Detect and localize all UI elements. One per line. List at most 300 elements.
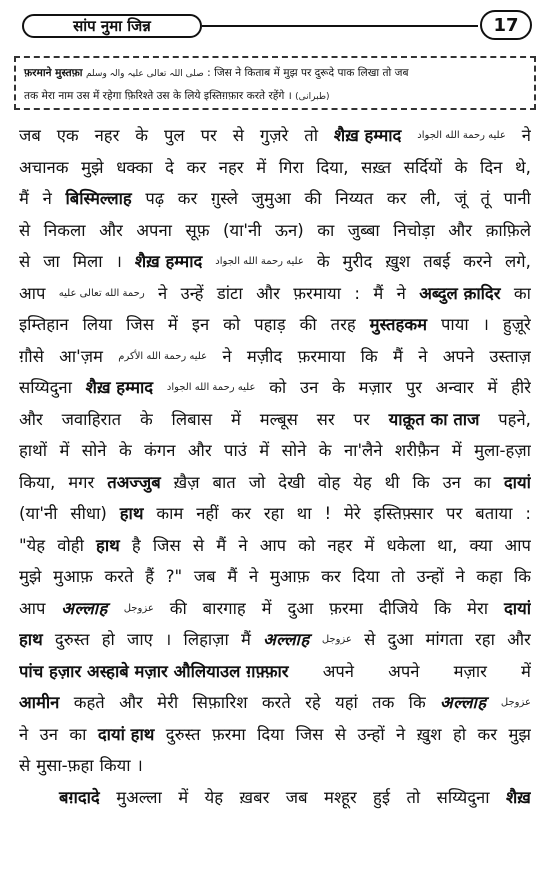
word: बारगाह xyxy=(202,598,246,618)
word: नहर xyxy=(218,157,244,177)
word: का xyxy=(473,472,491,492)
word: और xyxy=(99,220,123,240)
word: दीजिये xyxy=(378,598,419,618)
text-line xyxy=(19,782,531,814)
emphasis-word: हाथ xyxy=(19,630,43,649)
word: के xyxy=(139,409,153,429)
word: जुब्बा xyxy=(347,220,380,240)
word: में xyxy=(364,535,375,555)
text-line xyxy=(19,309,531,341)
word: आप xyxy=(19,283,46,303)
honorific-text: رحمة الله تعالى عليه xyxy=(58,287,145,299)
emphasis-word: दायां xyxy=(503,472,531,492)
header-rule xyxy=(202,25,478,27)
word: मुअल्ला xyxy=(116,787,162,807)
word: कर xyxy=(186,157,207,177)
word: जाए xyxy=(127,630,153,649)
word: ख़ुश xyxy=(416,724,442,744)
word: कर xyxy=(231,504,251,523)
word: शरीफ़ैन xyxy=(394,441,440,460)
word: की xyxy=(299,315,317,334)
word: कि xyxy=(408,693,426,712)
emphasis-word: मुस्तहकम xyxy=(369,315,427,334)
word: फ़रमाया xyxy=(297,346,346,366)
word: ने xyxy=(19,724,29,744)
word: से xyxy=(19,756,31,775)
word: पाउं xyxy=(224,441,247,460)
word: आप xyxy=(259,535,287,555)
word: से xyxy=(232,126,244,145)
word: धक्का xyxy=(116,157,153,177)
word: में xyxy=(451,441,462,460)
text-line xyxy=(19,404,531,436)
word: के xyxy=(454,157,468,177)
word: पुल xyxy=(163,126,185,145)
word: फ़रमा xyxy=(211,724,246,744)
word: में xyxy=(259,441,270,460)
honorific-text: عليه رحمة الله الأكرم xyxy=(118,350,208,362)
text-line xyxy=(19,467,531,499)
emphasis-word: दायां xyxy=(503,598,531,618)
text-line xyxy=(19,498,531,530)
word: मैं xyxy=(216,535,227,555)
word: सख़्त xyxy=(361,157,392,177)
word: उन्हों xyxy=(357,724,385,744)
word: सय्यिदुना xyxy=(436,787,490,807)
word: कि xyxy=(360,346,378,366)
word: पाया xyxy=(440,315,469,334)
word: उन्हों xyxy=(416,567,444,586)
word: सोने xyxy=(281,441,307,460)
text-line xyxy=(19,719,531,751)
word: हो xyxy=(101,630,115,649)
word: अपने xyxy=(442,346,475,366)
word: ली, xyxy=(420,189,441,208)
word: धकेला xyxy=(386,535,426,555)
word: ?" xyxy=(165,567,183,586)
word: नहर xyxy=(327,535,353,555)
word: फ़रमा xyxy=(329,598,363,618)
word: अपना xyxy=(136,220,172,240)
word: रहा xyxy=(474,630,495,649)
word: और xyxy=(507,630,531,649)
word: बताया xyxy=(475,504,513,523)
word: ख़बर xyxy=(239,787,270,807)
word: । xyxy=(165,630,172,649)
word: ग़ौसे xyxy=(19,346,44,366)
word: मुरीद xyxy=(342,252,373,271)
word: कि xyxy=(412,472,430,492)
text-line xyxy=(19,687,531,719)
word: हाथों xyxy=(19,441,48,460)
word: रहा xyxy=(263,504,284,523)
word: पहाड़ xyxy=(254,315,286,334)
word: सय्यिदुना xyxy=(19,378,72,397)
word: अन्वार xyxy=(435,378,474,397)
text-line xyxy=(19,656,531,688)
word: दे xyxy=(165,157,174,177)
word: मुझ xyxy=(508,724,531,744)
word: अपने xyxy=(322,661,355,681)
word: थे, xyxy=(514,157,531,177)
word: से xyxy=(19,220,31,240)
word: ग़ुस्ले xyxy=(210,189,239,208)
word: को xyxy=(298,535,316,555)
word: सूफ़ xyxy=(185,220,210,240)
word: मुसा-फ़हा xyxy=(36,756,94,775)
word: मज़ार xyxy=(453,661,487,681)
word: जब xyxy=(19,126,41,145)
word: दिया xyxy=(257,724,285,744)
word: का xyxy=(69,724,87,744)
banner-line-2 xyxy=(24,85,526,108)
word: मेरा xyxy=(467,598,489,618)
word: कहते xyxy=(73,693,105,712)
word: जो xyxy=(248,472,266,492)
word: उन्हें xyxy=(180,283,204,303)
word: इन xyxy=(191,315,210,334)
word: नहीं xyxy=(196,504,219,523)
word: । xyxy=(482,315,489,334)
word: पर xyxy=(200,126,217,145)
word: तूं xyxy=(480,189,490,208)
word: कर xyxy=(321,567,341,586)
word: जिस xyxy=(295,724,324,744)
word: तरह xyxy=(330,315,356,334)
word: में xyxy=(59,441,70,460)
word: : xyxy=(354,283,360,303)
word: जिस xyxy=(152,535,181,555)
word: और xyxy=(19,409,43,429)
emphasis-word: शैख़ हम्माद xyxy=(134,252,203,271)
word: ने xyxy=(222,346,232,366)
word: ना'लैने xyxy=(343,441,383,460)
word: (या'नी xyxy=(223,220,262,240)
word: में xyxy=(487,378,498,397)
word: येह xyxy=(353,472,372,492)
hadith-banner xyxy=(14,56,536,110)
word: ने xyxy=(455,567,465,586)
honorific-text: عزوجل xyxy=(500,697,531,708)
honorific-text: عليه رحمة الله الجواد xyxy=(417,130,506,141)
word: ने xyxy=(248,567,259,586)
word: की xyxy=(169,598,187,618)
word: उस्ताज़ xyxy=(489,346,531,366)
text-line xyxy=(19,561,531,593)
word: कर xyxy=(177,189,198,208)
divine-name: अल्लाह xyxy=(61,598,108,618)
word: मेरे xyxy=(344,504,361,523)
word: मश्हूर xyxy=(324,787,357,807)
word: और xyxy=(448,220,473,240)
word: में xyxy=(167,315,178,334)
page-header xyxy=(18,10,532,42)
word: निय्यत xyxy=(335,189,374,208)
emphasis-word: हाथ xyxy=(119,504,144,523)
word: ख़ुश xyxy=(385,252,411,271)
word: पर xyxy=(446,504,463,523)
word: मुआफ़ xyxy=(269,567,310,586)
word: तो xyxy=(391,567,405,586)
divine-name: अल्लाह xyxy=(263,630,310,649)
word: वोह xyxy=(317,472,341,492)
word: मिला xyxy=(72,252,103,271)
text-line xyxy=(19,593,531,625)
word: गिरा xyxy=(278,157,304,177)
word: मांगता xyxy=(425,630,463,649)
word: तो xyxy=(304,126,318,145)
text-line xyxy=(19,435,531,467)
text-line xyxy=(19,341,531,373)
word: लिहाज़ा xyxy=(183,630,229,649)
word: निचोड़ा xyxy=(393,220,435,240)
word: हुज़ूरे xyxy=(502,315,531,334)
word: था xyxy=(296,504,312,523)
divine-name: अल्लाह xyxy=(440,693,487,712)
word: दिन xyxy=(480,157,503,177)
word: मगर xyxy=(68,472,95,492)
banner-text-1: : जिस ने किताब में मुझ पर दुरूदे पाक लिखा तो जब xyxy=(207,67,409,79)
word: का xyxy=(317,220,335,240)
banner-text-2: तक मेरा नाम उस में रहेगा फ़िरिश्ते उस के लिये इस्तिग़फ़ार करते रहेंगे । xyxy=(24,90,292,102)
word: दुआ xyxy=(387,630,414,649)
word: मैं xyxy=(240,630,251,649)
word: जवाहिरात xyxy=(61,409,122,429)
emphasis-word: शैख़ हम्माद xyxy=(333,126,402,145)
word: कर xyxy=(477,724,498,744)
word: एक xyxy=(56,126,79,145)
word: ने xyxy=(42,189,52,208)
word: को xyxy=(223,315,241,334)
word: देखी xyxy=(278,472,305,492)
word: से xyxy=(19,252,31,271)
word: उन xyxy=(300,378,319,397)
word: लिया xyxy=(82,315,113,334)
salawat-text: صلی اللہ تعالی علیہ والہ وسلم xyxy=(85,69,204,79)
honorific-text: عزوجل xyxy=(123,602,154,614)
word: डांटा xyxy=(216,283,243,303)
word: हीरे xyxy=(511,378,531,397)
text-line xyxy=(19,372,531,404)
word: पढ़ xyxy=(145,189,165,208)
word: है xyxy=(131,535,141,555)
text-line xyxy=(19,183,531,215)
word: मैं xyxy=(392,346,403,366)
word: में xyxy=(261,598,272,618)
banner-line-1 xyxy=(24,62,526,85)
emphasis-word: शैख़ हम्माद xyxy=(85,378,154,397)
word: ने xyxy=(396,283,406,303)
word: कहा xyxy=(476,567,503,586)
word: ने xyxy=(158,283,168,303)
text-line xyxy=(19,152,531,184)
word: अचानक xyxy=(19,157,69,177)
word: की xyxy=(304,189,322,208)
word: मुझे xyxy=(19,567,42,586)
word: दिया, xyxy=(316,157,349,177)
word: और xyxy=(256,283,280,303)
word: के xyxy=(318,441,332,460)
word: बात xyxy=(212,472,236,492)
emphasis-word: दायां हाथ xyxy=(97,724,155,744)
emphasis-word: शैख़ xyxy=(506,787,531,807)
word: दुरुस्त xyxy=(165,724,201,744)
emphasis-word: याक़ूत का ताज xyxy=(388,409,480,429)
word: करने xyxy=(463,252,493,271)
word: कि xyxy=(513,567,531,586)
word: दिया xyxy=(352,567,380,586)
word: फ़रमाया xyxy=(293,283,341,303)
word: ने xyxy=(521,126,531,145)
word: : xyxy=(525,504,531,523)
word: इम्तिहान xyxy=(19,315,69,334)
word: किया xyxy=(99,756,131,775)
word: सिफ़ारिश xyxy=(192,693,248,712)
word: से xyxy=(192,535,205,555)
word: पुर xyxy=(405,378,422,397)
word: मैं xyxy=(373,283,384,303)
word: में xyxy=(230,409,241,429)
word: मुला-हज़ा xyxy=(474,441,531,460)
honorific-text: عليه رحمة الله الجواد xyxy=(166,382,256,393)
word: जा xyxy=(43,252,60,271)
word: तक xyxy=(372,693,395,712)
word: । xyxy=(136,756,143,775)
word: ने xyxy=(238,535,248,555)
word: पहने, xyxy=(498,409,531,429)
emphasis-word: अब्दुल क़ादिर xyxy=(419,283,501,303)
word: करते xyxy=(104,567,134,586)
word: और xyxy=(187,441,212,460)
word: कर xyxy=(386,189,407,208)
word: हैं xyxy=(145,567,155,586)
word: हो xyxy=(452,724,467,744)
word: सर xyxy=(316,409,335,429)
word: येह xyxy=(204,787,224,807)
word: तो xyxy=(406,787,421,807)
word: जिस xyxy=(126,315,154,334)
word: हुई xyxy=(373,787,391,807)
text-line xyxy=(19,530,531,562)
word: मज़ार xyxy=(358,378,392,397)
emphasis-word: आमीन xyxy=(19,693,60,712)
word: तबई xyxy=(423,252,451,271)
word: दुआ xyxy=(287,598,314,618)
word: कि xyxy=(434,598,452,618)
word: रहे xyxy=(305,693,321,712)
word: पर xyxy=(353,409,370,429)
word: को xyxy=(269,378,287,397)
word: क्या xyxy=(469,535,493,555)
word: के xyxy=(118,441,132,460)
word: उन xyxy=(39,724,58,744)
text-line xyxy=(19,750,531,782)
word: अपने xyxy=(388,661,420,681)
word: कंगन xyxy=(144,441,176,460)
word: लिबास xyxy=(171,409,213,429)
word: में xyxy=(521,661,531,681)
text-line xyxy=(19,246,531,278)
honorific-text: عزوجل xyxy=(321,634,352,645)
word: मुझे xyxy=(81,157,104,177)
word: था, xyxy=(437,535,458,555)
word: सर्दियों xyxy=(403,157,442,177)
word: से xyxy=(364,630,376,649)
word: में xyxy=(256,157,267,177)
word: ऊन) xyxy=(275,220,304,240)
text-line xyxy=(19,278,531,310)
word: आप xyxy=(504,535,531,555)
word: । xyxy=(115,252,122,271)
word: ! xyxy=(324,504,332,523)
word: जुमुआ xyxy=(251,189,291,208)
word: वोही xyxy=(57,535,84,555)
word: काम xyxy=(156,504,184,523)
honorific-text: عليه رحمة الله الجواد xyxy=(215,256,304,267)
word: सीधा) xyxy=(70,504,107,523)
text-line xyxy=(19,215,531,247)
text-line xyxy=(19,120,531,152)
word: लगे, xyxy=(505,252,531,271)
word: मल्बूस xyxy=(259,409,298,429)
word: उन xyxy=(442,472,461,492)
word: दुरुस्त xyxy=(54,630,90,649)
word: आप xyxy=(19,598,46,618)
emphasis-word: बग़दादे xyxy=(59,787,100,807)
word: क़ाफ़िले xyxy=(485,220,531,240)
text-line xyxy=(19,624,531,656)
word: निकला xyxy=(43,220,86,240)
word: में xyxy=(178,787,189,807)
word: जूं xyxy=(454,189,467,208)
banner-label: फ़रमाने मुस्तफ़ा xyxy=(24,67,83,79)
banner-source: (طبرانی) xyxy=(295,92,330,102)
emphasis-word: तअज्जुब xyxy=(107,472,161,492)
word: के xyxy=(332,378,345,397)
word: सोने xyxy=(81,441,107,460)
word: के xyxy=(135,126,149,145)
emphasis-word: हाथ xyxy=(96,535,120,555)
book-title: सांप नुमा जिन्न xyxy=(22,14,202,38)
word: "येह xyxy=(19,535,46,555)
word: ने xyxy=(418,346,428,366)
word: और xyxy=(119,693,143,712)
word: ने xyxy=(396,724,406,744)
word: इस्तिफ़्सार xyxy=(373,504,434,523)
word: किया, xyxy=(19,472,56,492)
word: नहर xyxy=(94,126,120,145)
word: पानी xyxy=(503,189,531,208)
word: से xyxy=(334,724,347,744)
word: थी xyxy=(384,472,400,492)
page-number: 17 xyxy=(480,10,532,40)
word: गुज़रे xyxy=(259,126,289,145)
word: जब xyxy=(193,567,216,586)
word: ख़ैज़ xyxy=(173,472,200,492)
body-text xyxy=(19,120,531,813)
word: मज़ीद xyxy=(246,346,283,366)
word: का xyxy=(513,283,531,303)
word: (या'नी xyxy=(19,504,58,523)
word: यहां xyxy=(335,693,358,712)
word: मैं xyxy=(19,189,29,208)
word: मेरी xyxy=(157,693,179,712)
word: जब xyxy=(285,787,308,807)
word: आ'ज़म xyxy=(59,346,103,366)
word: मैं xyxy=(227,567,238,586)
word: के xyxy=(316,252,330,271)
emphasis-word: बिस्मिल्लाह xyxy=(65,189,132,208)
